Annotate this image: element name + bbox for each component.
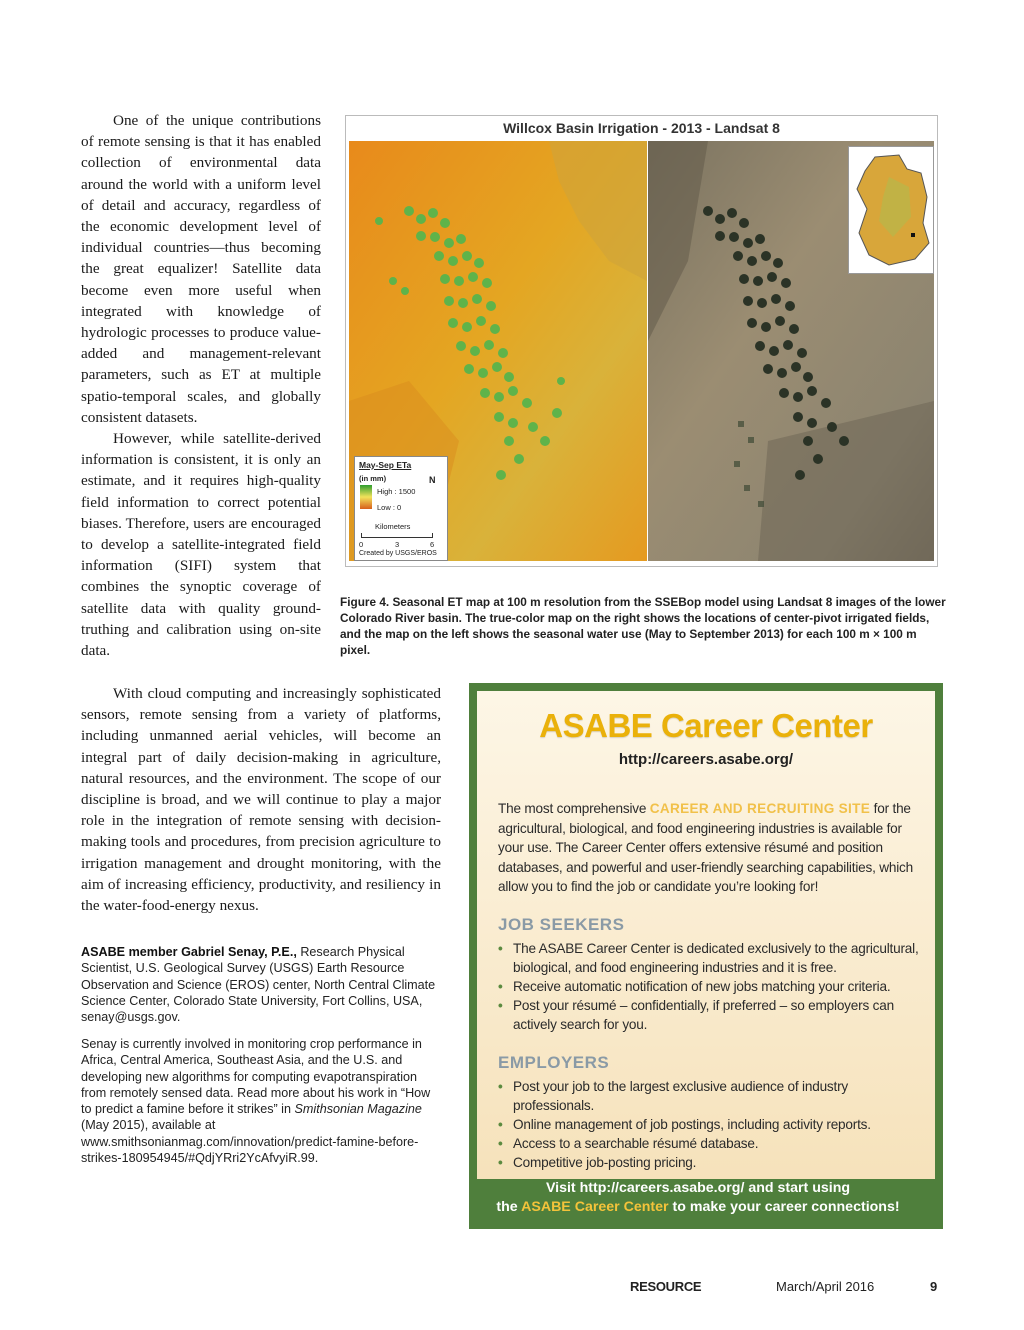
ad-intro-text-a: The most comprehensive	[498, 801, 650, 816]
legend-color-ramp	[360, 485, 372, 509]
list-item	[498, 1153, 928, 1172]
ad-intro-text-b: for the agricultural, biological, and food engineering industries is available for your use. The Career Center offers extensive résumé and position databases, and powerful and user-friendly searching capabilities, which allow you to find the job or candidate you’re looking for!	[498, 801, 914, 895]
bullet-icon: •	[498, 1117, 503, 1132]
article-continuation	[81, 683, 441, 916]
job-seekers-heading: JOB SEEKERS	[498, 915, 625, 934]
list-item-text: The ASABE Career Center is dedicated exclusively to the agricultural, biological, and food engineering industries and it is free.	[513, 941, 919, 975]
bullet-icon: •	[498, 1155, 503, 1170]
ad-call-to-action[interactable]	[469, 1179, 927, 1217]
author-bio	[81, 944, 443, 1025]
cta-pre: the	[496, 1199, 522, 1215]
list-item	[498, 1115, 928, 1134]
list-item-text: Receive automatic notification of new jobs matching your criteria.	[513, 979, 891, 994]
legend-title: May-Sep ETa	[359, 460, 412, 470]
north-arrow-icon: N	[429, 475, 436, 485]
author-name: ASABE member Gabriel Senay, P.E.,	[81, 945, 297, 959]
article-paragraph-1: One of the unique contributions of remote sensing is that it has enabled collection of environmental data around the world with a uniform level of detail and accuracy, regardless of the economic development level of individual countries—thus becoming the great equalizer! Satellite data become even more useful when integrated with knowledge of hydrologic processes to produce value-added and management-relevant parameters, such as ET at multiple spatio-temporal scales, and globally consistent datasets.	[81, 112, 321, 426]
page-number: 9	[930, 1279, 938, 1294]
cta-post: to make your career connections!	[668, 1199, 900, 1215]
ad-title: ASABE Career Center	[539, 707, 873, 744]
figure-title: Willcox Basin Irrigation - 2013 - Landsat 8	[503, 120, 780, 136]
ad-panel	[477, 691, 935, 1179]
list-item	[498, 977, 928, 996]
legend-unit: (in mm)	[359, 474, 387, 483]
article-paragraph-3: With cloud computing and increasingly sophisticated sensors, remote sensing from a variety of platforms, including unmanned aerial vehicles, will become an integral part of daily decision-making in agriculture, natural resources, and the environment. The scope of our discipline is broad, and we will continue to play a major role in the integration of remote sensing with decision-making tools and procedures, from precision agriculture to irrigation management and drought monitoring, with the aim of increasing efficiency, productivity, and resiliency in the water-food-energy nexus.	[81, 685, 441, 915]
figure-map	[345, 115, 938, 567]
job-seekers-section	[498, 915, 928, 1034]
employers-heading: EMPLOYERS	[498, 1053, 610, 1072]
job-seekers-list	[498, 939, 928, 1034]
bullet-icon: •	[498, 979, 503, 994]
employers-list	[498, 1077, 928, 1172]
publication-name: RESOURCE	[630, 1279, 702, 1294]
list-item	[498, 939, 928, 977]
scale-tick-0: 0	[359, 540, 364, 549]
list-item-text: Competitive job-posting pricing.	[513, 1155, 697, 1170]
list-item-text: Post your résumé – confidentially, if preferred – so employers can actively search for you.	[513, 998, 894, 1032]
list-item	[498, 1077, 928, 1115]
legend-high: High : 1500	[377, 487, 416, 496]
list-item-text: Access to a searchable résumé database.	[513, 1136, 759, 1151]
author-details: Research Physical Scientist, U.S. Geological Survey (USGS) Earth Resource Observation and Science (EROS) center, North Central Climate Science Center, Colorado State University, Fort Collins, USA, senay@usgs.gov.	[81, 945, 436, 1025]
cta-highlight: ASABE Career Center	[521, 1199, 669, 1215]
ad-url-link[interactable]: http://careers.asabe.org/	[618, 751, 794, 768]
list-item	[498, 996, 928, 1034]
ad-intro-highlight: CAREER AND RECRUITING SITE	[649, 801, 871, 816]
article-column	[81, 110, 321, 661]
bullet-icon: •	[498, 1136, 503, 1151]
bullet-icon: •	[498, 1079, 503, 1094]
cta-line-2	[469, 1198, 927, 1217]
figure-caption: Figure 4. Seasonal ET map at 100 m resolution from the SSEBop model using Landsat 8 images of the lower Colorado River basin. The true-color map on the right shows the locations of center-pivot irrigated fields, and the map on the left shows the seasonal water use (May to September 2013) for each 100 m × 100 m pixel.	[340, 595, 946, 657]
ad-intro	[498, 799, 920, 897]
cta-line-1: Visit http://careers.asabe.org/ and start using	[545, 1180, 851, 1196]
article-paragraph-2: However, while satellite-derived information is consistent, it is only an estimate, and it requires high-quality field information to correct potential biases. Therefore, users are encouraged to develop a satellite-integrated field information (SIFI) system that combines the synoptic coverage of satellite data with quality ground-truthing and calibration using on-site data.	[81, 430, 321, 660]
career-center-ad[interactable]	[469, 683, 943, 1229]
legend-low: Low : 0	[377, 503, 402, 512]
scale-label: Kilometers	[375, 522, 411, 531]
locator-inset-map	[848, 146, 934, 274]
scale-tick-3: 3	[395, 540, 400, 549]
bio-text-b: (May 2015), available at www.smithsonianmag.com/innovation/predict-famine-before-strikes-180954945/#QdjYRri2YcAfvyiR.99.	[81, 1118, 419, 1166]
map-legend	[354, 456, 448, 561]
bullet-icon: •	[498, 998, 503, 1013]
employers-section	[498, 1053, 928, 1172]
map-credit: Created by USGS/EROS	[359, 550, 437, 557]
author-bio-extra	[81, 1036, 443, 1166]
bullet-icon: •	[498, 941, 503, 956]
scale-tick-6: 6	[430, 540, 435, 549]
list-item	[498, 1134, 928, 1153]
list-item-text: Online management of job postings, including activity reports.	[513, 1117, 871, 1132]
issue-date: March/April 2016	[776, 1279, 875, 1294]
list-item-text: Post your job to the largest exclusive audience of industry professionals.	[513, 1079, 849, 1113]
scale-bar	[361, 533, 433, 538]
magazine-name: Smithsonian Magazine	[294, 1102, 422, 1117]
bio-text-a: Senay is currently involved in monitoring crop performance in Africa, Central America, Southeast Asia, and the U.S. and developing new algorithms for computing evapotranspiration from remotely sensed data. Read more about his work in “How to predict a famine before it strikes” in	[81, 1037, 431, 1117]
